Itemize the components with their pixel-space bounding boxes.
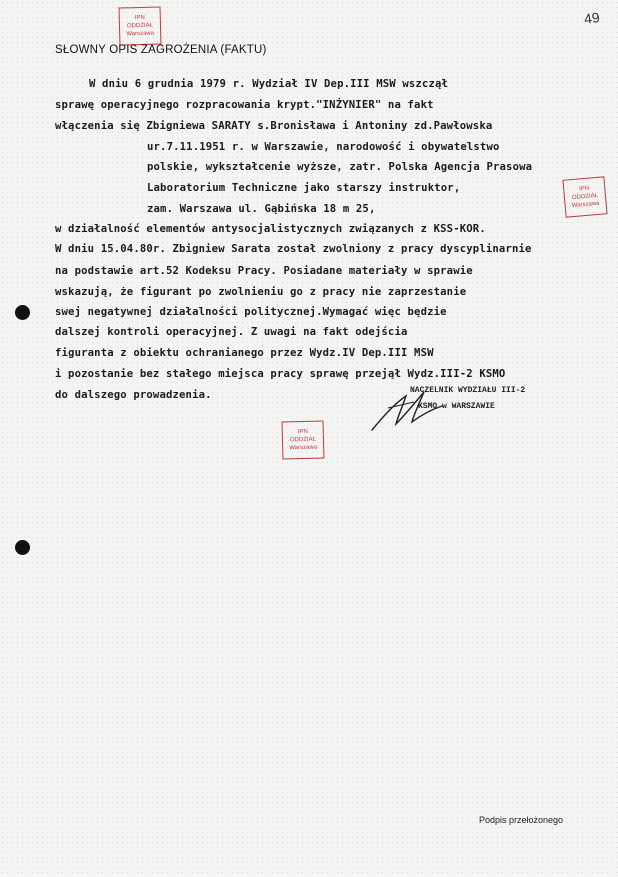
body-line: do dalszego prowadzenia. xyxy=(55,389,212,401)
punch-hole-upper xyxy=(15,305,30,320)
department-stamp-line: KSMO w WARSZAWIE xyxy=(418,402,495,411)
department-stamp-line: NACZELNIK WYDZIAŁU III-2 xyxy=(410,386,526,395)
stamp-line: Warszawa xyxy=(126,30,155,38)
page-number: 49 xyxy=(582,8,601,28)
stamp-line: IPN xyxy=(579,185,590,193)
punch-hole-lower xyxy=(15,540,30,555)
body-line: W dniu 6 grudnia 1979 r. Wydział IV Dep.III MSW wszczął xyxy=(89,78,449,90)
stamp-line: IPN xyxy=(134,14,145,22)
body-line: w działalność elementów antysocjalistycznych związanych z KSS-KOR. xyxy=(55,223,486,235)
stamp-line: ODDZIAŁ xyxy=(289,436,317,444)
stamp-line: Warszawa xyxy=(571,200,600,210)
stamp-line: IPN xyxy=(297,428,308,436)
ipn-archive-stamp-top xyxy=(119,6,162,45)
body-line: figuranta z obiektu ochranianego przez Wydz.IV Dep.III MSW xyxy=(55,347,434,359)
document-heading: SŁOWNY OPIS ZAGROŻENIA (FAKTU) xyxy=(55,44,267,56)
ipn-archive-stamp-middle xyxy=(282,420,325,459)
stamp-line: ODDZIAŁ xyxy=(571,192,599,202)
stamp-line: Warszawa xyxy=(289,444,318,452)
body-line: Laboratorium Techniczne jako starszy instruktor, xyxy=(147,182,461,194)
body-line: swej negatywnej działalności politycznej.Wymagać więc będzie xyxy=(55,306,447,318)
body-line: włączenia się Zbigniewa SARATY s.Bronisława i Antoniny zd.Pawłowska xyxy=(55,120,493,132)
ipn-archive-stamp-right xyxy=(562,176,607,218)
body-line: ur.7.11.1951 r. w Warszawie, narodowość i obywatelstwo xyxy=(147,141,500,153)
stamp-line: ODDZIAŁ xyxy=(126,22,154,30)
body-line: dalszej kontroli operacyjnej. Z uwagi na fakt odejścia xyxy=(55,326,408,338)
supervisor-signature-label: Podpis przełożonego xyxy=(479,815,564,825)
body-line: na podstawie art.52 Kodeksu Pracy. Posiadane materiały w sprawie xyxy=(55,265,473,277)
body-line: i pozostanie bez stałego miejsca pracy sprawę przejął Wydz.III-2 KSMO xyxy=(55,368,506,380)
body-line: polskie, wykształcenie wyższe, zatr. Polska Agencja Prasowa xyxy=(147,161,533,173)
body-line: sprawę operacyjnego rozpracowania krypt."INŻYNIER" na fakt xyxy=(55,99,434,111)
body-line: wskazują, że figurant po zwolnieniu go z pracy nie zaprzestanie xyxy=(55,286,467,298)
body-line: W dniu 15.04.80r. Zbigniew Sarata został zwolniony z pracy dyscyplinarnie xyxy=(55,243,532,255)
body-line: zam. Warszawa ul. Gąbińska 18 m 25, xyxy=(147,203,376,215)
